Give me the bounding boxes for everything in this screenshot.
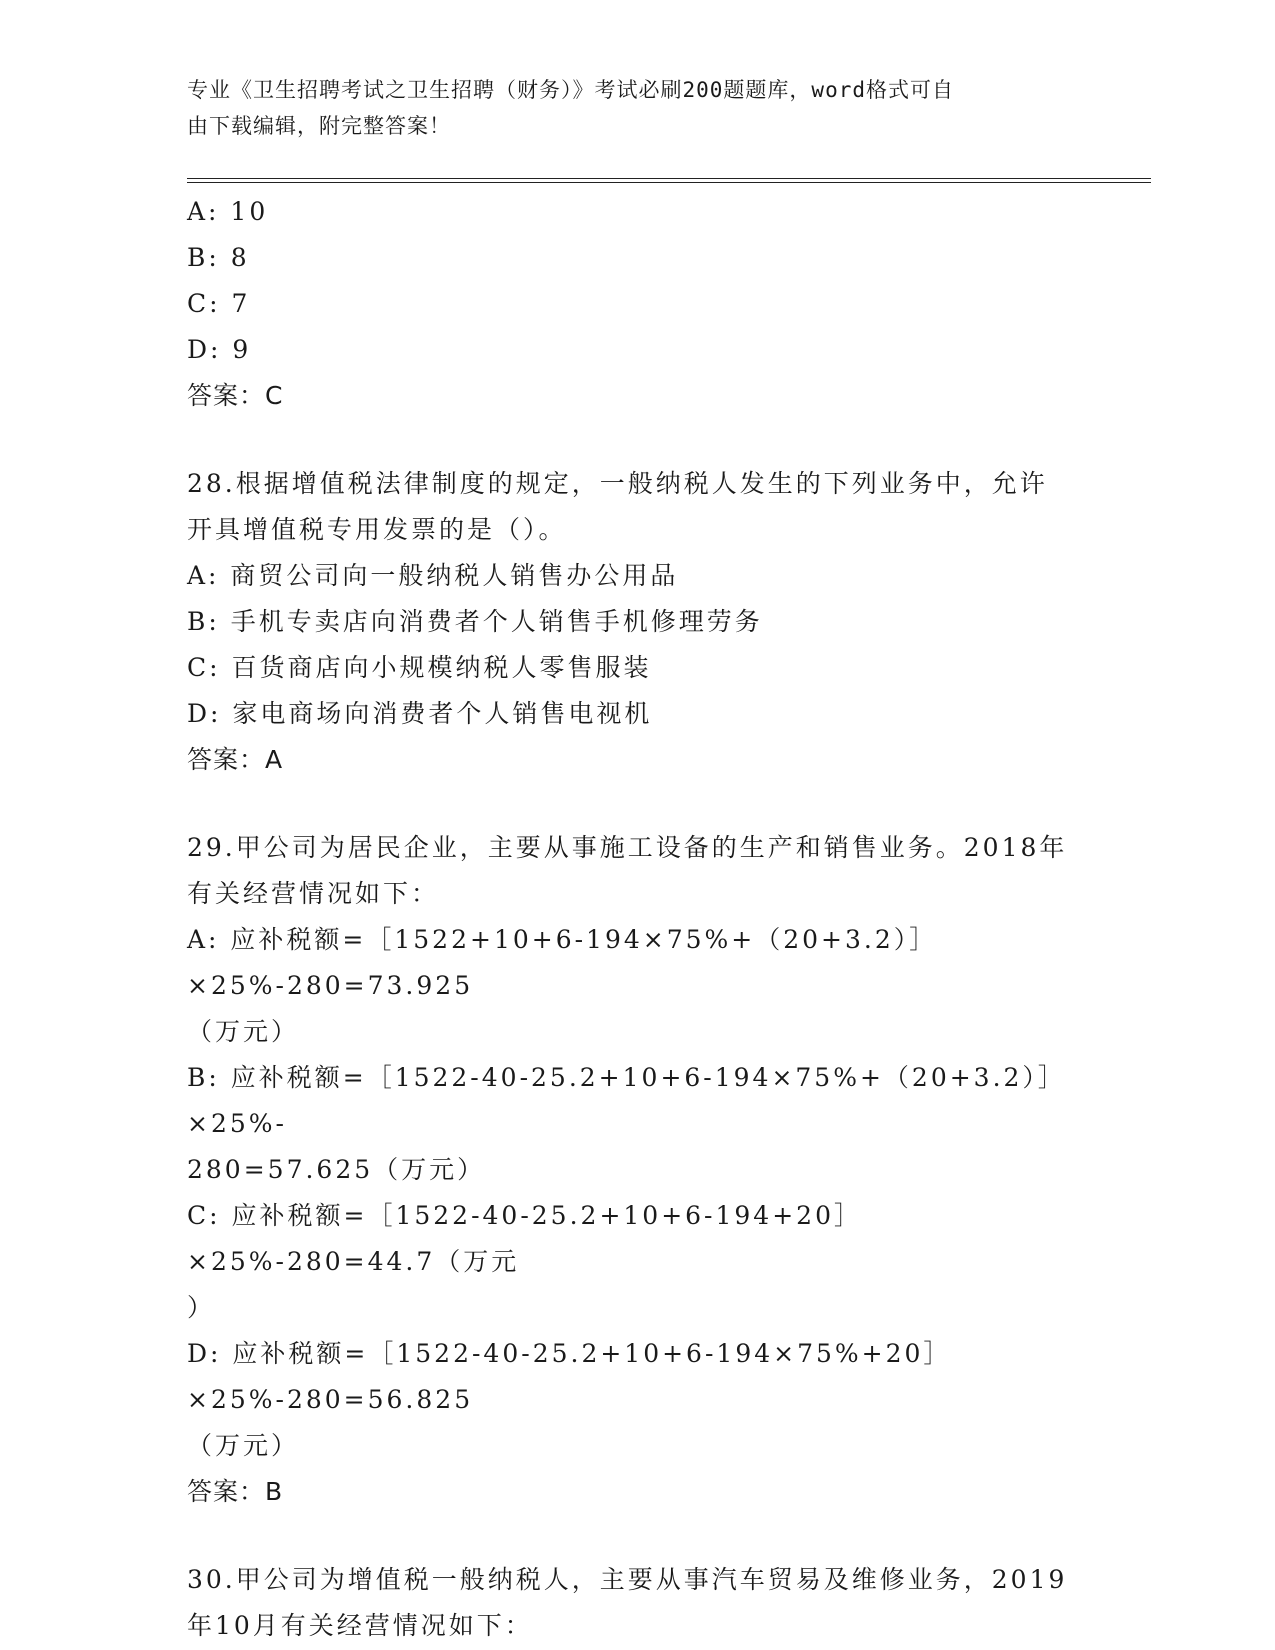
question-stem-line: 29.甲公司为居民企业，主要从事施工设备的生产和销售业务。2018年 [187,833,1068,862]
spacer [187,1515,1087,1557]
header-divider-bottom [187,182,1151,183]
question-30 [187,1557,1087,1649]
option-c: C: 应补税额=［1522-40-25.2+10+6-194+20］×25%-280=44.7（万元 [187,1201,862,1276]
answer: 答案：A [187,745,284,774]
question-29 [187,825,1087,1515]
option-c: C: 7 [187,289,251,318]
option-c-continued: ） [187,1293,216,1322]
answer: 答案：B [187,1477,284,1506]
option-b: B: 应补税额=［1522-40-25.2+10+6-194×75%+（20+3.2）］×25%- [187,1063,1066,1138]
header-line-2: 由下载编辑，附完整答案！ [187,114,451,138]
question-stem-line: 28.根据增值税法律制度的规定，一般纳税人发生的下列业务中，允许 [187,469,1048,498]
question-stem-line: 开具增值税专用发票的是（）。 [187,515,567,544]
option-a-continued: （万元） [187,1017,300,1046]
header-divider-top [187,178,1151,179]
option-d-continued: （万元） [187,1431,300,1460]
option-b: B: 8 [187,243,250,272]
option-a: A: 10 [187,197,269,226]
document-header [187,72,1067,144]
option-b-continued: 280=57.625（万元） [187,1155,486,1184]
answer: 答案：C [187,381,284,410]
question-content [187,189,1087,1649]
option-d: D: 9 [187,335,252,364]
question-27 [187,189,1087,419]
question-stem-line: 年10月有关经营情况如下： [187,1611,533,1640]
question-28 [187,461,1087,783]
option-a: A: 商贸公司向一般纳税人销售办公用品 [187,561,679,590]
option-d: D: 应补税额=［1522-40-25.2+10+6-194×75%+20］×25%-280=56.825 [187,1339,952,1414]
option-a: A: 应补税额=［1522+10+6-194×75%+（20+3.2）］×25%-280=73.925 [187,925,938,1000]
option-d: D: 家电商场向消费者个人销售电视机 [187,699,653,728]
question-stem-line: 30.甲公司为增值税一般纳税人，主要从事汽车贸易及维修业务，2019 [187,1565,1068,1594]
option-c: C: 百货商店向小规模纳税人零售服装 [187,653,652,682]
option-b: B: 手机专卖店向消费者个人销售手机修理劳务 [187,607,763,636]
spacer [187,783,1087,825]
header-line-1: 专业《卫生招聘考试之卫生招聘（财务）》考试必刷200题题库，word格式可自 [187,78,954,102]
question-stem-line: 有关经营情况如下： [187,879,440,908]
spacer [187,419,1087,461]
